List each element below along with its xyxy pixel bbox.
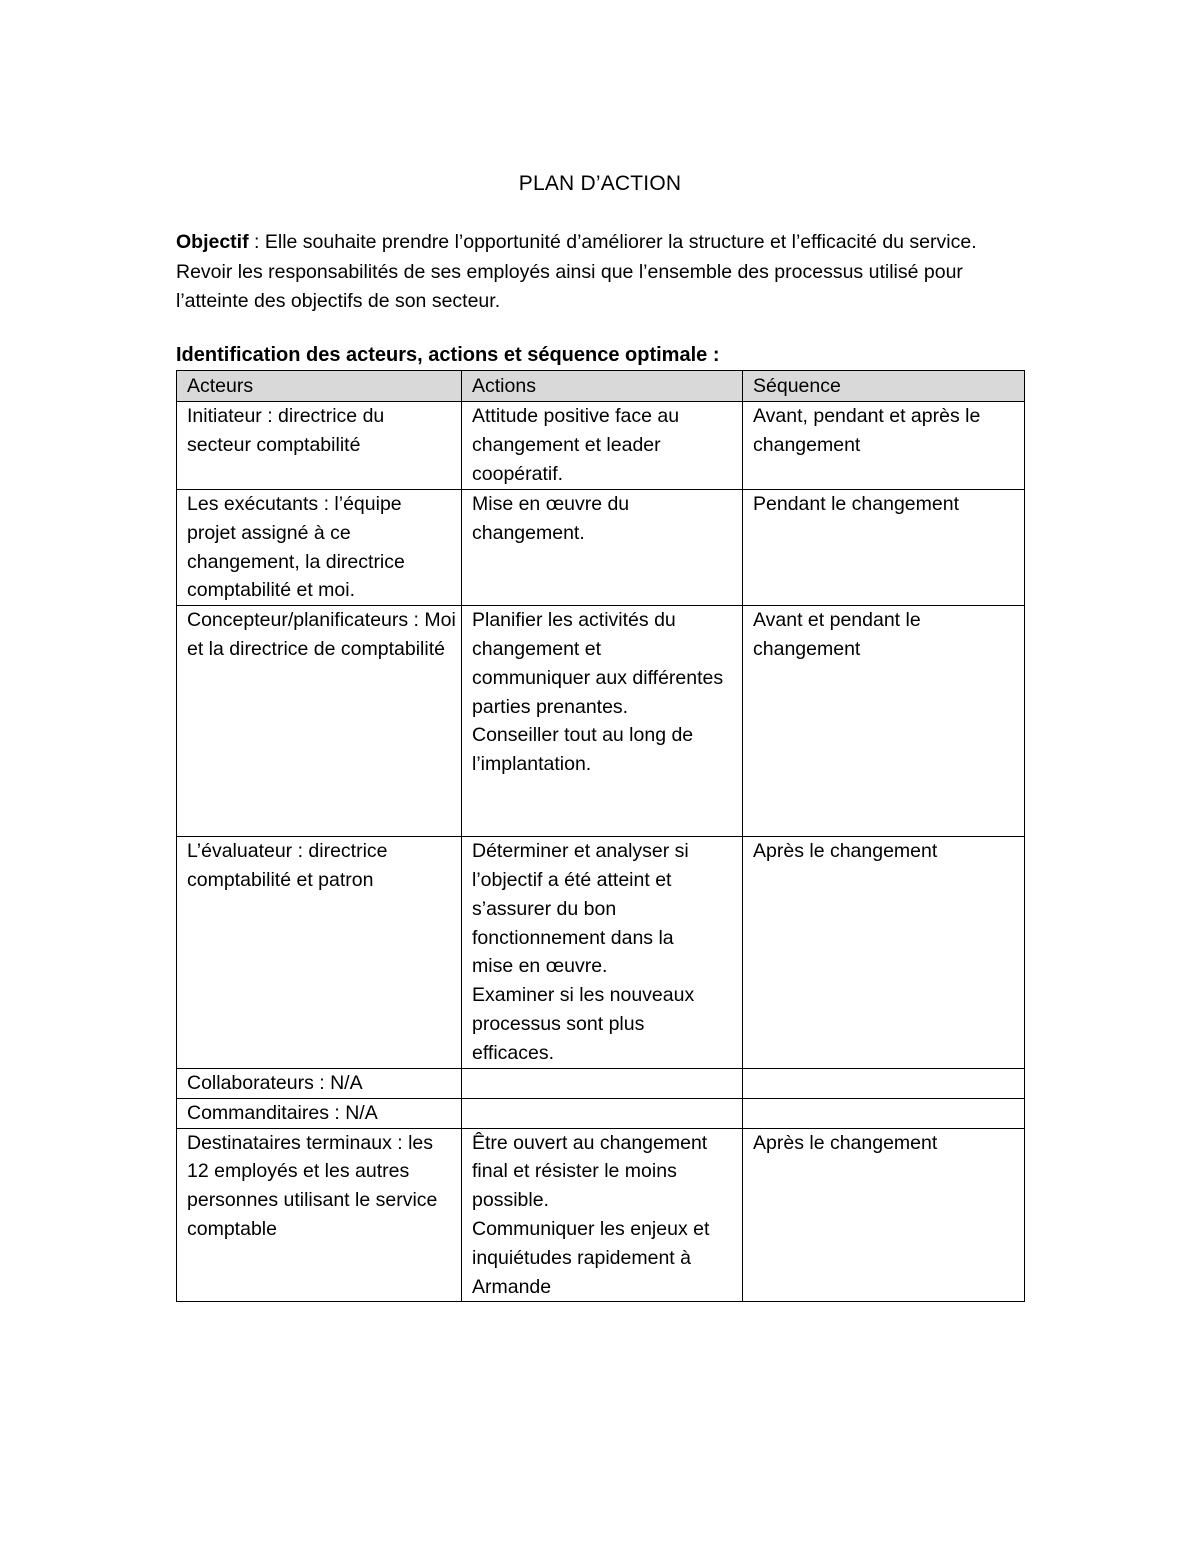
header-acteurs: Acteurs — [177, 371, 462, 402]
action-line: Communiquer les enjeux et inquiétudes rapidement à Armande — [472, 1217, 710, 1298]
table-row — [177, 1068, 1025, 1098]
action-line: Déterminer et analyser si l’objectif a été atteint et s’assurer du bon fonctionnement dans la mise en œuvre. — [472, 840, 689, 978]
cell-acteurs: Les exécutants : l’équipe projet assigné à ce changement, la directrice comptabilité et moi. — [177, 490, 462, 606]
cell-sequence: Avant et pendant le changement — [743, 606, 1025, 837]
actors-table — [176, 370, 1025, 1302]
cell-acteurs: Concepteur/planificateurs : Moi et la directrice de comptabilité — [177, 606, 462, 837]
action-line: Conseiller tout au long de l’implantation. — [472, 724, 694, 776]
cell-acteurs: Initiateur : directrice du secteur comptabilité — [177, 402, 462, 490]
cell-actions — [462, 1098, 743, 1128]
table-row — [177, 1098, 1025, 1128]
action-line: Examiner si les nouveaux processus sont plus efficaces. — [472, 984, 695, 1064]
cell-actions — [462, 1068, 743, 1098]
cell-sequence: Avant, pendant et après le changement — [743, 402, 1025, 490]
objective-separator: : — [248, 231, 265, 253]
action-line: Être ouvert au changement final et résister le moins possible. — [472, 1131, 708, 1212]
cell-actions — [462, 606, 743, 837]
objective-paragraph — [176, 228, 1016, 317]
cell-acteurs: Collaborateurs : N/A — [177, 1068, 462, 1098]
action-line: Mise en œuvre du changement. — [472, 493, 630, 544]
objective-label: Objectif — [176, 231, 249, 253]
cell-sequence: Pendant le changement — [743, 490, 1025, 606]
table-row — [177, 1128, 1025, 1302]
table-row — [177, 402, 1025, 490]
cell-sequence: Après le changement — [743, 837, 1025, 1068]
table-row — [177, 606, 1025, 837]
cell-actions — [462, 490, 743, 606]
cell-sequence — [743, 1068, 1025, 1098]
cell-acteurs: Destinataires terminaux : les 12 employés et les autres personnes utilisant le service comptable — [177, 1128, 462, 1302]
cell-sequence: Après le changement — [743, 1128, 1025, 1302]
header-actions: Actions — [462, 371, 743, 402]
table-row — [177, 490, 1025, 606]
table-header-row — [177, 371, 1025, 402]
cell-actions — [462, 1128, 743, 1302]
cell-acteurs: L’évaluateur : directrice comptabilité et patron — [177, 837, 462, 1068]
cell-acteurs: Commanditaires : N/A — [177, 1098, 462, 1128]
cell-actions — [462, 402, 743, 490]
objective-text: Elle souhaite prendre l’opportunité d’améliorer la structure et l’efficacité du service. Revoir les responsabilités de ses employés ainsi que l’ensemble des processus utilisé pour l’atteinte des objectifs de son secteur. — [176, 231, 977, 312]
cell-sequence — [743, 1098, 1025, 1128]
table-row — [177, 837, 1025, 1068]
section-heading: Identification des acteurs, actions et séquence optimale : — [176, 344, 720, 366]
action-line: Planifier les activités du changement et communiquer aux différentes parties prenantes. — [472, 609, 724, 718]
page-title: PLAN D’ACTION — [518, 172, 682, 195]
header-sequence: Séquence — [743, 371, 1025, 402]
cell-actions — [462, 837, 743, 1068]
action-line: Attitude positive face au changement et leader coopératif. — [472, 405, 680, 485]
